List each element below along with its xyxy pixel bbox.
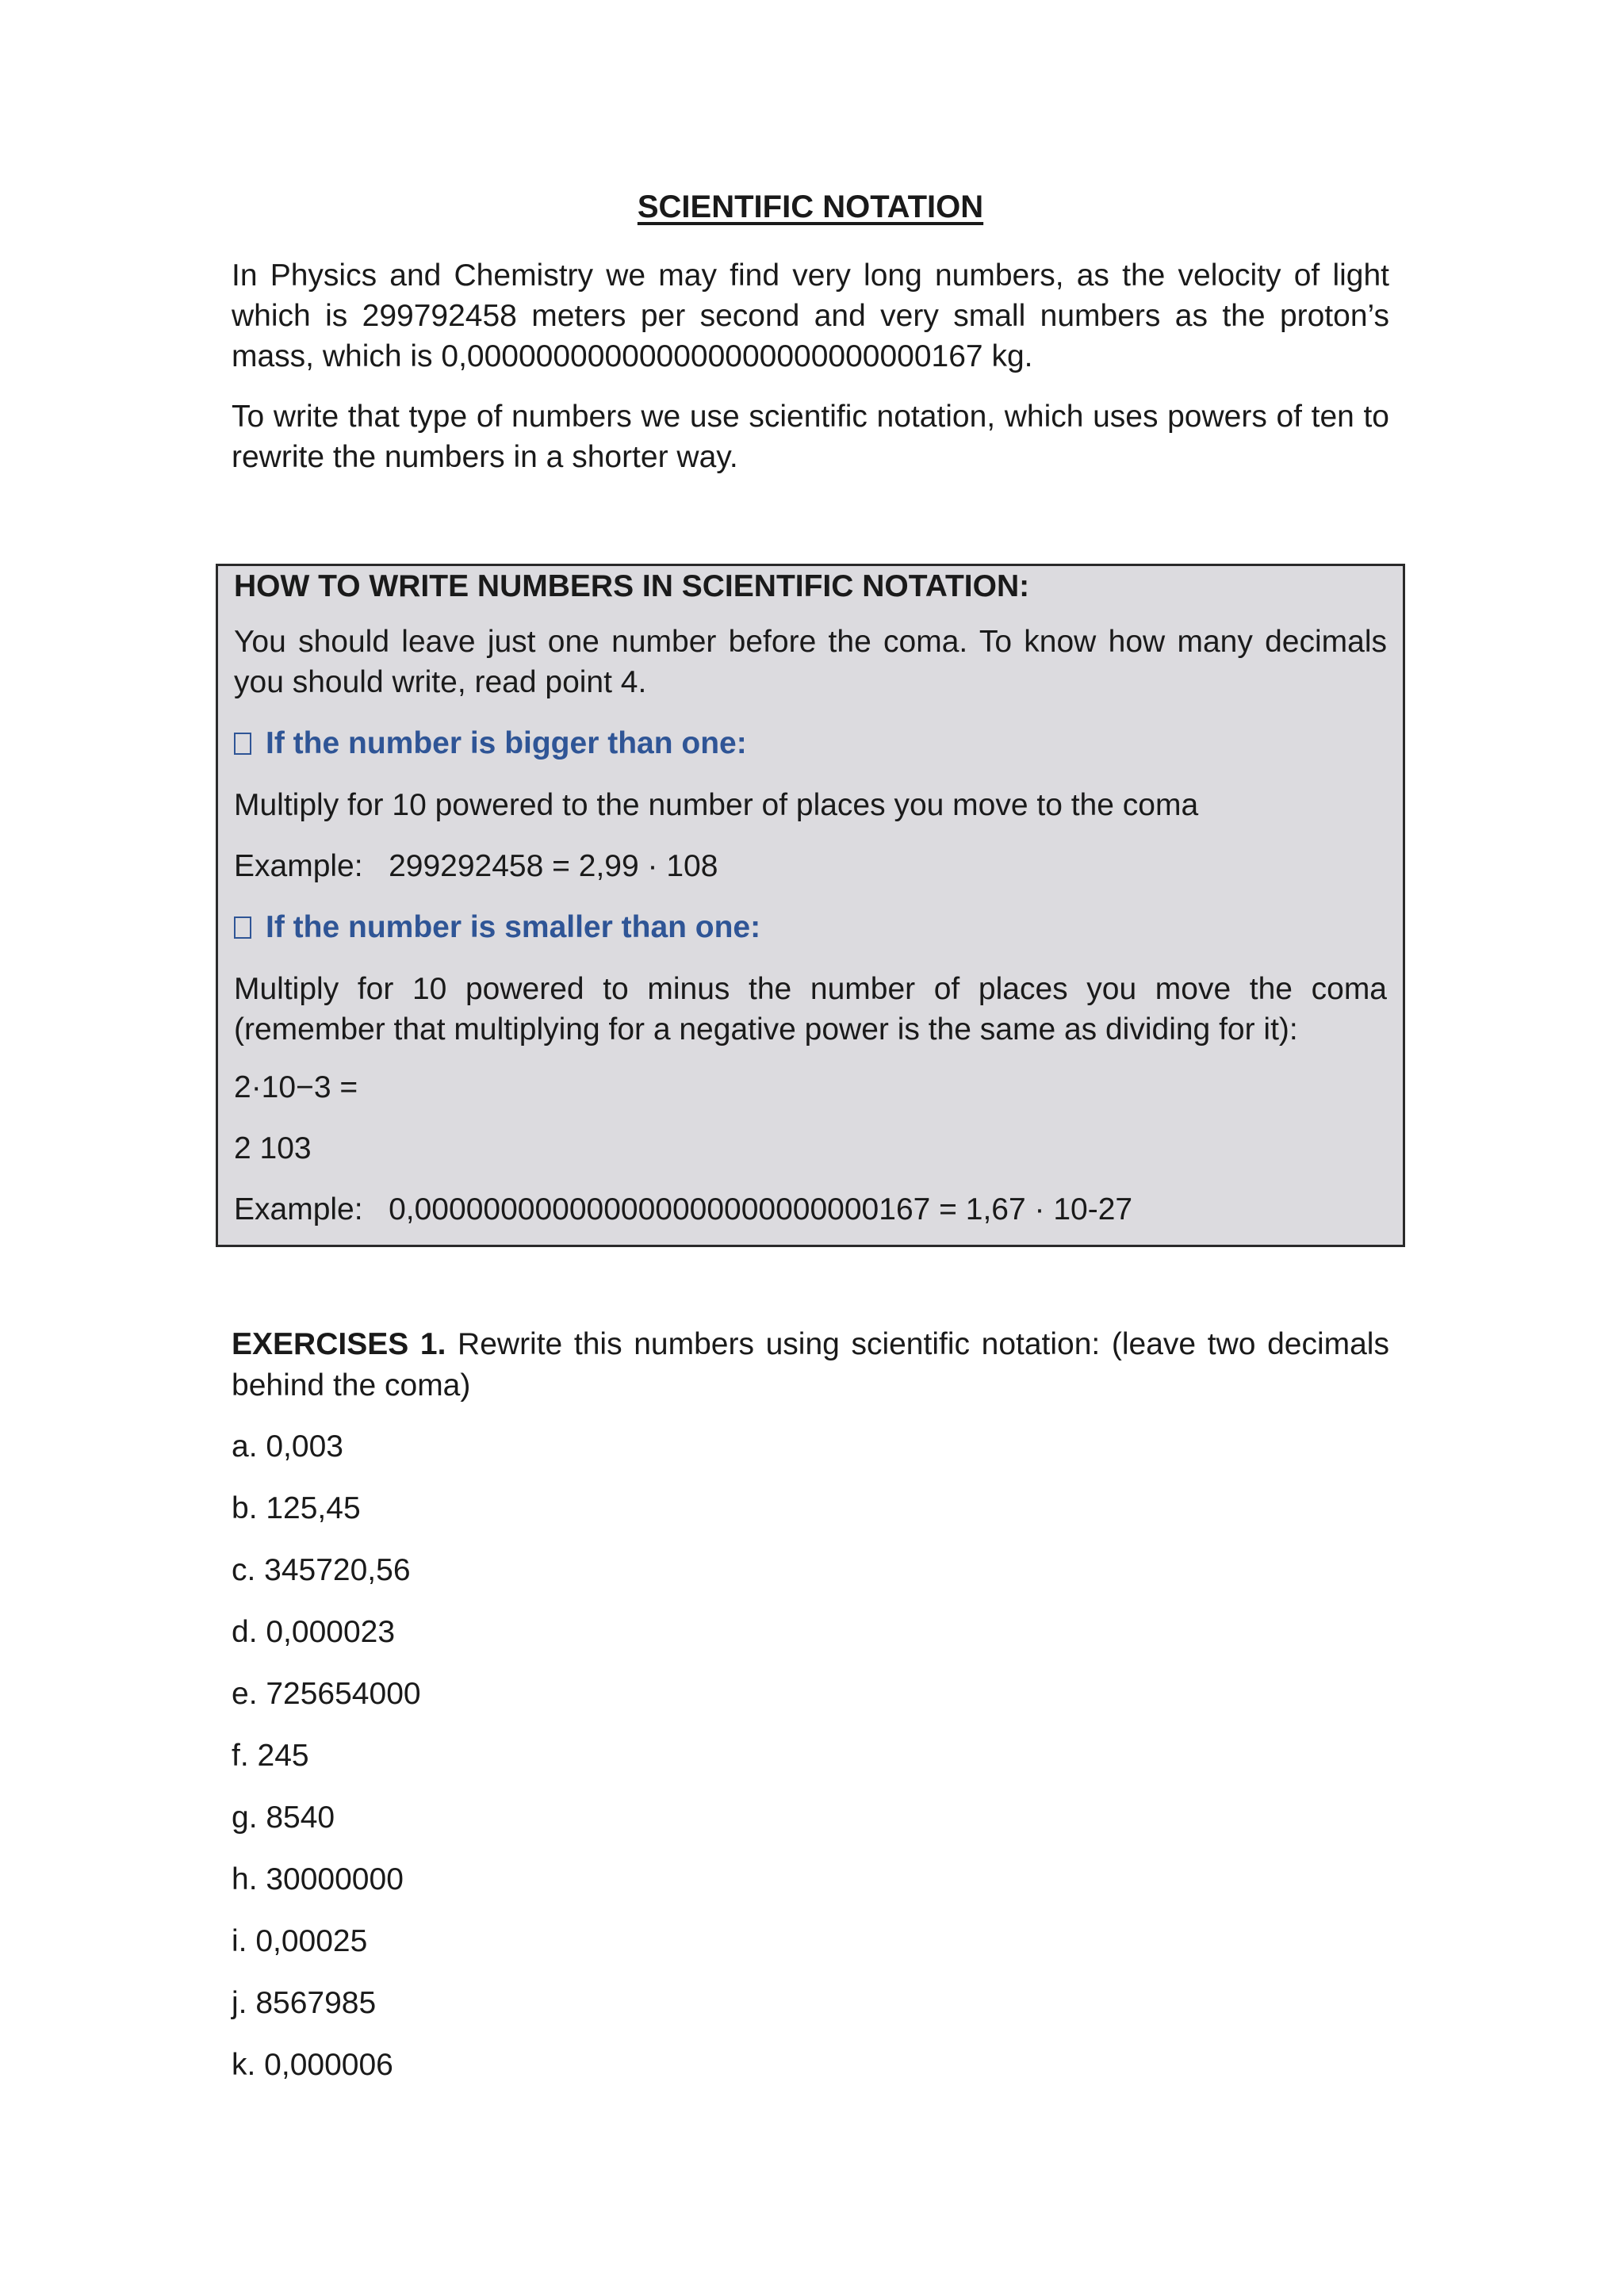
smaller-heading-text: If the number is smaller than one: (266, 910, 761, 944)
exercises-section (232, 1324, 1389, 2107)
formula-line-1: 2·10−3 = (234, 1070, 358, 1104)
smaller-example (234, 1189, 1387, 1230)
smaller-rule: Multiply for 10 powered to minus the number of places you move the coma (remember that multiplying for a negative power is the same as dividing for it): (234, 972, 1387, 1047)
intro-paragraph-2: To write that type of numbers we use scientific notation, which uses powers of ten to rewrite the numbers in a shorter way. (232, 400, 1389, 474)
bigger-heading-text: If the number is bigger than one: (266, 726, 747, 760)
bigger-heading (234, 723, 1387, 764)
exercise-list (232, 1426, 1389, 2086)
list-item: g. 8540 (232, 1800, 335, 1835)
bigger-example-label: Example: (234, 849, 363, 883)
exercises-label: EXERCISES 1. (232, 1327, 446, 1361)
checkbox-bullet-icon (234, 916, 251, 939)
list-item: c. 345720,56 (232, 1553, 411, 1587)
list-item: b. 125,45 (232, 1491, 361, 1525)
checkbox-bullet-icon (234, 733, 251, 755)
box-intro: You should leave just one number before the coma. To know how many decimals you should write, read point 4. (234, 625, 1387, 699)
formula-line-2: 2 103 (234, 1131, 312, 1165)
list-item: a. 0,003 (232, 1429, 343, 1464)
list-item: f. 245 (232, 1739, 309, 1773)
list-item: h. 30000000 (232, 1862, 404, 1896)
exercises-instruction-text: Rewrite this numbers using scientific notation: (leave two decimals behind the coma) (232, 1327, 1389, 1402)
bigger-rule: Multiply for 10 powered to the number of places you move to the coma (234, 788, 1199, 822)
list-item: j. 8567985 (232, 1986, 377, 2020)
smaller-example-value: 0,000000000000000000000000000167 = 1,67 · 10-27 (389, 1192, 1133, 1226)
intro-paragraph-1: In Physics and Chemistry we may find very long numbers, as the velocity of light which is 299792458 meters per second and very small numbers as the proton’s mass, which is 0,000000000000000000000000000167 kg. (232, 258, 1389, 373)
intro-section (232, 182, 1389, 497)
bigger-example-value: 299292458 = 2,99 · 108 (389, 849, 718, 883)
box-title: HOW TO WRITE NUMBERS IN SCIENTIFIC NOTATION: (234, 569, 1030, 603)
list-item: e. 725654000 (232, 1677, 421, 1711)
smaller-example-label: Example: (234, 1192, 363, 1226)
bigger-example (234, 846, 1387, 886)
list-item: d. 0,000023 (232, 1615, 396, 1649)
page-title: SCIENTIFIC NOTATION (637, 189, 984, 224)
list-item: k. 0,000006 (232, 2048, 393, 2082)
smaller-heading (234, 907, 1387, 948)
how-to-box (216, 564, 1405, 1247)
list-item: i. 0,00025 (232, 1924, 368, 1958)
exercises-instruction (232, 1324, 1389, 1406)
